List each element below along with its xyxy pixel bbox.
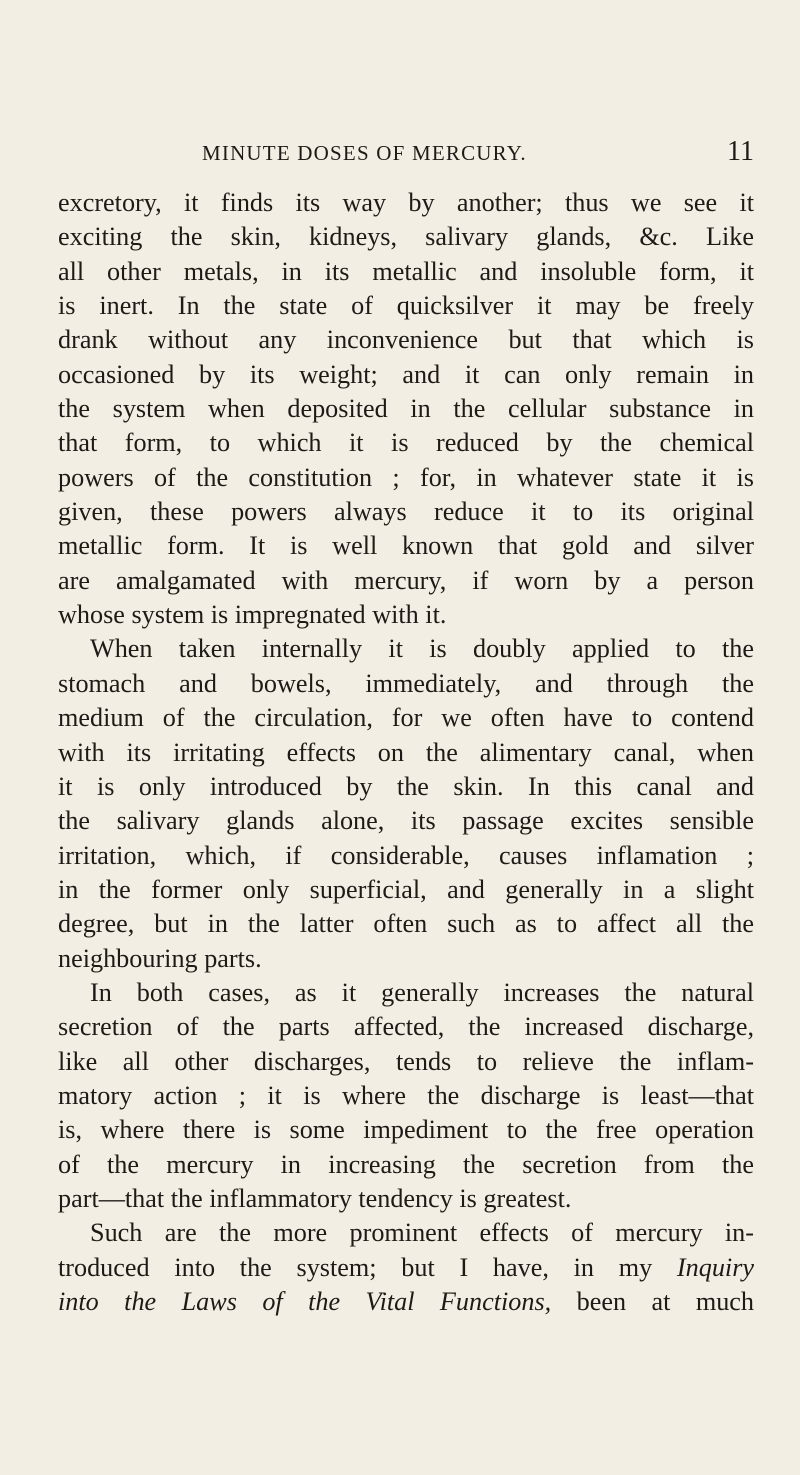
text-line: is, where there is some impediment to the free operation xyxy=(58,1115,754,1145)
italic-title-part: into the Laws of the Vital Functions, xyxy=(58,1287,552,1316)
text-line: matory action ; it is where the discharge is least—that xyxy=(58,1080,754,1110)
text-line: excretory, it finds its way by another; thus we see it xyxy=(58,188,754,217)
text-line: that form, to which it is reduced by the chemical xyxy=(58,428,754,458)
text-line: in the former only superficial, and generally in a slight xyxy=(58,874,754,904)
text-line-part: troduced into the system; but I have, in my xyxy=(58,1252,653,1282)
text-line: secretion of the parts affected, the increased discharge, xyxy=(58,1012,754,1042)
text-line: is inert. In the state of quicksilver it may be freely xyxy=(58,291,754,321)
running-head: MINUTE DOSES OF MERCURY. xyxy=(202,141,527,165)
text-line: like all other discharges, tends to relieve the inflam- xyxy=(58,1046,754,1076)
text-line: all other metals, in its metallic and insoluble form, it xyxy=(58,256,754,286)
text-line: degree, but in the latter often such as to affect all the xyxy=(58,909,754,939)
text-line: exciting the skin, kidneys, salivary glands, &c. Like xyxy=(58,222,754,252)
text-line xyxy=(58,1285,754,1319)
body-text xyxy=(58,186,754,1319)
text-line: given, these powers always reduce it to its original xyxy=(58,497,754,527)
text-line: medium of the circulation, for we often have to contend xyxy=(58,703,754,733)
text-line: whose system is impregnated with it. xyxy=(58,600,447,630)
text-line: part—that the inflammatory tendency is greatest. xyxy=(58,1183,572,1213)
text-line: occasioned by its weight; and it can only remain in xyxy=(58,359,754,389)
text-line: Such are the more prominent effects of mercury in- xyxy=(90,1218,754,1248)
text-line: irritation, which, if considerable, causes inflamation ; xyxy=(58,840,754,870)
text-line: In both cases, as it generally increases the natural xyxy=(90,977,754,1007)
text-line: neighbouring parts. xyxy=(58,943,262,973)
text-line: are amalgamated with mercury, if worn by a person xyxy=(58,565,754,595)
text-line-part: been at much xyxy=(576,1287,755,1316)
italic-title-part: Inquiry xyxy=(676,1252,755,1282)
text-line: of the mercury in increasing the secretion from the xyxy=(58,1149,754,1179)
page-number: 11 xyxy=(727,136,754,167)
page-header xyxy=(202,136,754,167)
text-line xyxy=(58,1251,754,1285)
text-line: metallic form. It is well known that gold and silver xyxy=(58,531,754,561)
text-line: stomach and bowels, immediately, and through the xyxy=(58,668,754,698)
text-line: the salivary glands alone, its passage excites sensible xyxy=(58,806,754,836)
text-line: When taken internally it is doubly applied to the xyxy=(90,634,754,664)
text-line: it is only introduced by the skin. In this canal and xyxy=(58,771,754,801)
text-line: the system when deposited in the cellular substance in xyxy=(58,394,754,424)
text-line: with its irritating effects on the alimentary canal, when xyxy=(58,737,754,767)
text-line: drank without any inconvenience but that which is xyxy=(58,325,754,355)
text-line: powers of the constitution ; for, in whatever state it is xyxy=(58,462,754,492)
